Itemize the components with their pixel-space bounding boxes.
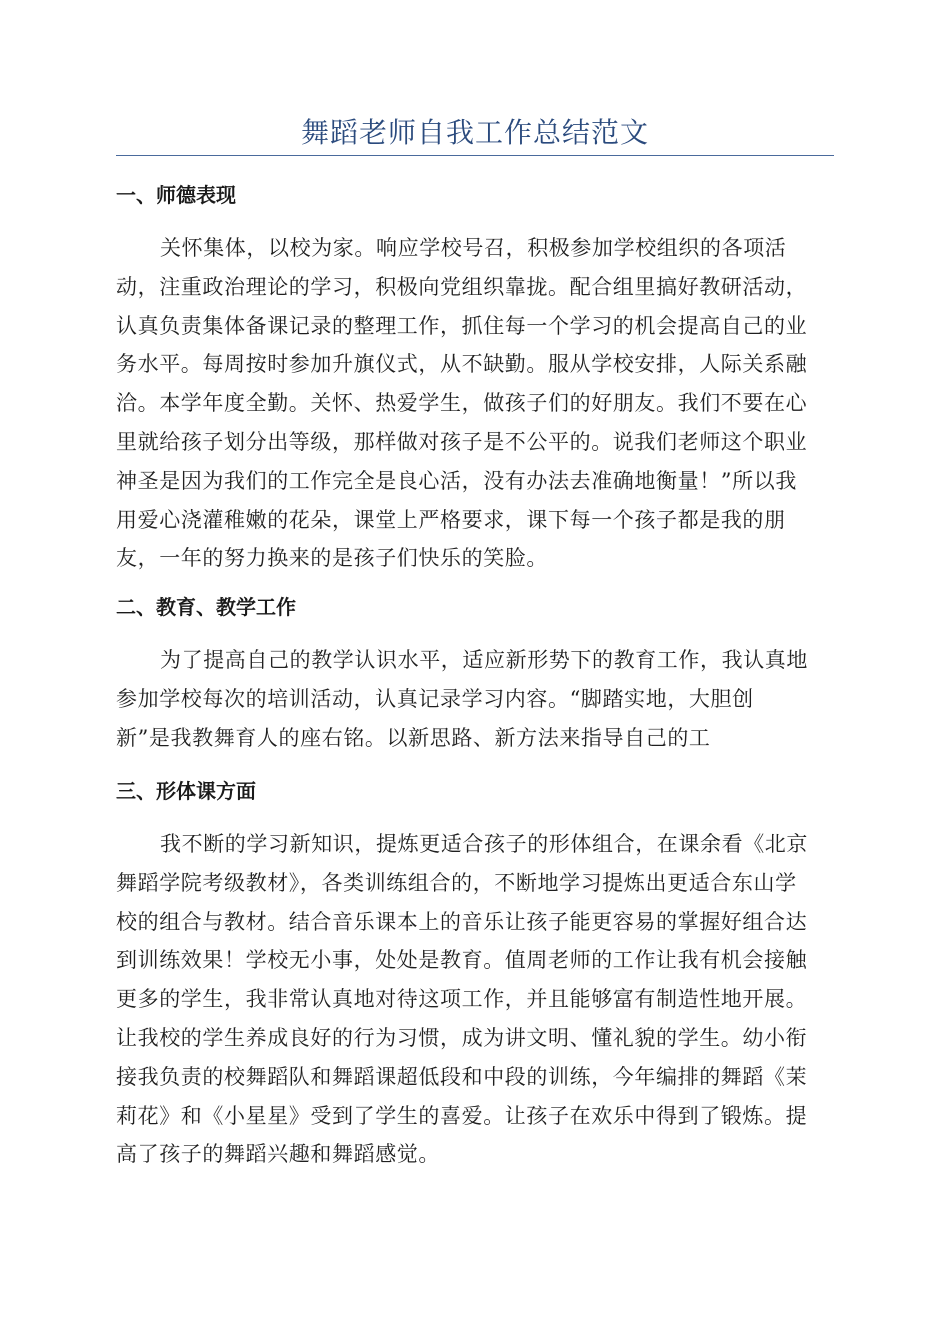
- section-body-body-class: [116, 825, 834, 1174]
- paragraph-line: 用爱心浇灌稚嫩的花朵，课堂上严格要求，课下每一个孩子都是我的朋: [116, 507, 786, 532]
- paragraph-line: 洽。本学年度全勤。关怀、热爱学生，做孩子们的好朋友。我们不要在心: [116, 391, 808, 416]
- section-body-ethics: [116, 229, 834, 578]
- paragraph-line: 我不断的学习新知识，提炼更适合孩子的形体组合，在课余看《北京: [160, 832, 808, 856]
- paragraph-line: 里就给孩子划分出等级，那样做对孩子是不公平的。说我们老师这个职业: [116, 429, 808, 454]
- paragraph-line: 到训练效果！学校无小事，处处是教育。值周老师的工作让我有机会接触: [116, 948, 808, 973]
- paragraph-line: 动，注重政治理论的学习，积极向党组织靠拢。配合组里搞好教研活动，: [116, 274, 808, 299]
- paragraph-line: 舞蹈学院考级教材》，各类训练组合的，不断地学习提炼出更适合东山学: [116, 870, 797, 895]
- document-title: 舞蹈老师自我工作总结范文: [300, 116, 649, 149]
- paragraph-line: 为了提高自己的教学认识水平，适应新形势下的教育工作，我认真地: [160, 648, 808, 672]
- paragraph-line: 神圣是因为我们的工作完全是良心活，没有办法去准确地衡量！”所以我: [116, 468, 797, 493]
- paragraph-line: 高了孩子的舞蹈兴趣和舞蹈感觉。: [116, 1142, 440, 1167]
- paragraph-line: 新”是我教舞育人的座右铭。以新思路、新方法来指导自己的工: [116, 725, 711, 750]
- section-heading-ethics: 一、师德表现: [116, 183, 236, 207]
- paragraph-line: 关怀集体，以校为家。响应学校号召，积极参加学校组织的各项活: [160, 236, 787, 260]
- paragraph-line: 友，一年的努力换来的是孩子们快乐的笑脸。: [116, 546, 548, 571]
- paragraph-line: 认真负责集体备课记录的整理工作，抓住每一个学习的机会提高自己的业: [116, 313, 808, 338]
- title-underline: [116, 155, 834, 156]
- section-body-teaching: [116, 641, 834, 757]
- paragraph-line: 接我负责的校舞蹈队和舞蹈课超低段和中段的训练，今年编排的舞蹈《茉: [116, 1064, 808, 1089]
- paragraph-line: 参加学校每次的培训活动，认真记录学习内容。“脚踏实地，大胆创: [116, 686, 754, 711]
- paragraph-line: 莉花》和《小星星》受到了学生的喜爱。让孩子在欢乐中得到了锻炼。提: [116, 1103, 808, 1128]
- paragraph-line: 校的组合与教材。结合音乐课本上的音乐让孩子能更容易的掌握好组合达: [116, 909, 808, 934]
- section-heading-teaching: 二、教育、教学工作: [116, 595, 296, 619]
- section-heading-body-class: 三、形体课方面: [116, 779, 256, 803]
- paragraph-line: 务水平。每周按时参加升旗仪式，从不缺勤。服从学校安排，人际关系融: [116, 352, 808, 377]
- paragraph-line: 更多的学生，我非常认真地对待这项工作，并且能够富有制造性地开展。: [116, 987, 808, 1012]
- paragraph-line: 让我校的学生养成良好的行为习惯，成为讲文明、懂礼貌的学生。幼小衔: [116, 1025, 808, 1050]
